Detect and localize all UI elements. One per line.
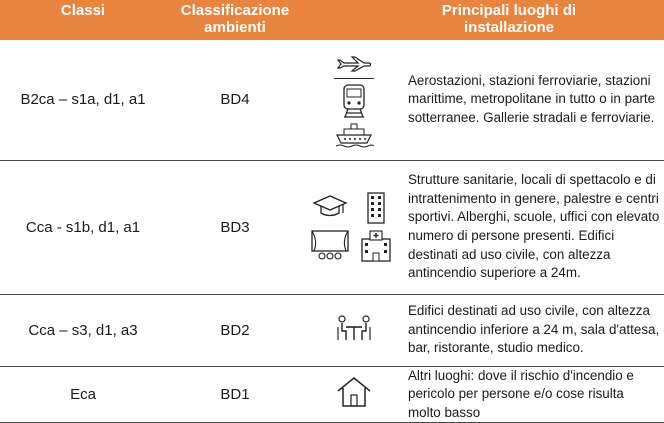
icons-cell xyxy=(304,160,404,294)
icons-cell xyxy=(304,40,404,160)
classe-cell: Eca xyxy=(0,366,166,423)
header-row xyxy=(0,0,664,40)
classe-cell: B2ca – s1a, d1, a1 xyxy=(0,40,166,160)
ambiente-cell: BD4 xyxy=(166,40,304,160)
people-at-table-icon xyxy=(334,313,374,343)
ambiente-cell: BD1 xyxy=(166,366,304,423)
table-row xyxy=(0,160,664,294)
airplane-icon xyxy=(334,51,374,75)
train-icon xyxy=(337,82,371,120)
house-icon xyxy=(334,375,374,409)
graduation-cap-icon xyxy=(310,191,352,225)
header-classificazione-ambienti: Classificazione ambienti xyxy=(166,0,304,40)
classe-cell: Cca - s1b, d1, a1 xyxy=(0,160,166,294)
luoghi-cell: Altri luoghi: dove il rischio d'incendio e pericolo per persone e/o cose risulta molto basso xyxy=(404,366,664,423)
hospital-icon xyxy=(356,229,398,263)
icons-cell xyxy=(304,294,404,366)
table-row xyxy=(0,294,664,366)
ship-icon xyxy=(334,122,374,148)
luoghi-cell: Aerostazioni, stazioni ferroviarie, stazioni marittime, metropolitane in tutto o in parte sotterranee. Gallerie stradali e ferroviarie. xyxy=(404,40,664,160)
classe-cell: Cca – s3, d1, a3 xyxy=(0,294,166,366)
ambiente-cell: BD3 xyxy=(166,160,304,294)
header-classi: Classi xyxy=(0,0,166,40)
header-principali-luoghi: Principali luoghi di installazione xyxy=(304,0,664,40)
ambiente-cell: BD2 xyxy=(166,294,304,366)
table-row xyxy=(0,40,664,160)
luoghi-cell: Strutture sanitarie, locali di spettacolo e di intrattenimento in genere, palestre e centri sportivi. Alberghi, scuole, uffici con elevato numero di persone presenti. Edifici destinati ad uso civile, con altezza antincendio superiore a 24m. xyxy=(404,160,664,294)
table-row xyxy=(0,366,664,423)
theater-stage-icon xyxy=(310,229,352,263)
luoghi-cell: Edifici destinati ad uso civile, con altezza antincendio inferiore a 24 m, sala d'attesa, bar, ristorante, studio medico. xyxy=(404,294,664,366)
icons-cell xyxy=(304,366,404,423)
office-building-icon xyxy=(356,191,398,225)
